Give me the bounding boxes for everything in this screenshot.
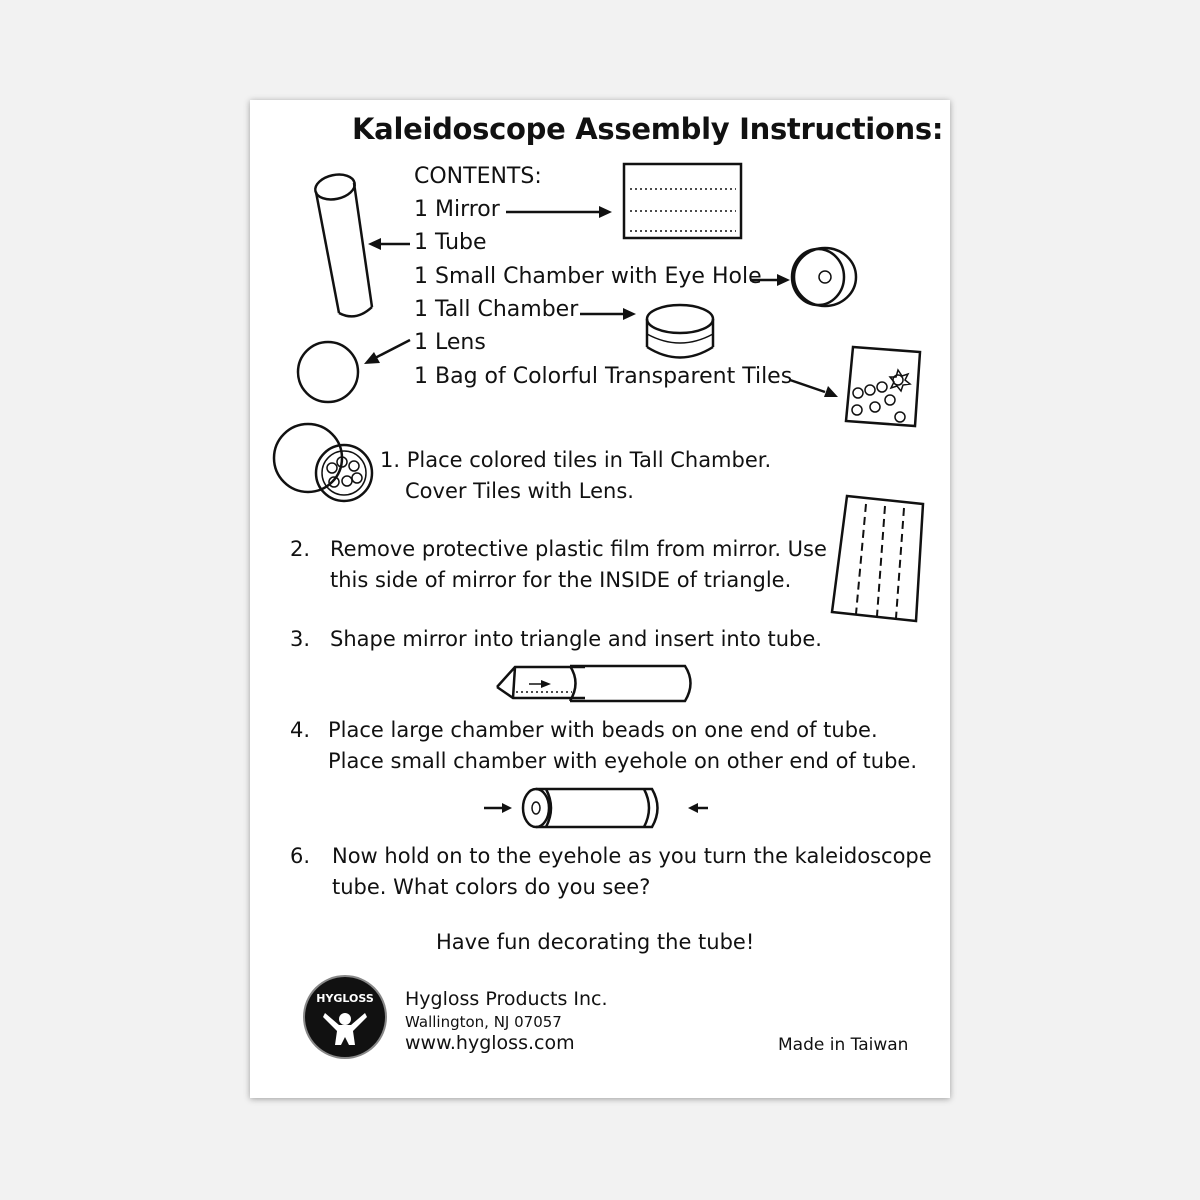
tube-arrow: [368, 238, 410, 250]
contents-item-tiles: 1 Bag of Colorful Transparent Tiles: [414, 364, 793, 389]
company-website-link[interactable]: www.hygloss.com: [405, 1032, 575, 1054]
page-title: Kaleidoscope Assembly Instructions:: [352, 112, 944, 146]
lens-arrow: [364, 340, 410, 364]
step-6-number: 6.: [290, 844, 311, 868]
logo-text: HYGLOSS: [316, 992, 374, 1005]
company-name: Hygloss Products Inc.: [405, 988, 608, 1010]
lens-illustration: [298, 342, 358, 402]
mirror-arrow: [506, 206, 612, 218]
step-2-number: 2.: [290, 537, 311, 561]
step-1-line-2: Cover Tiles with Lens.: [405, 479, 634, 503]
step-2-line-2: this side of mirror for the INSIDE of triangle.: [330, 568, 792, 592]
closing-message: Have fun decorating the tube!: [436, 930, 755, 954]
tiles-bag-illustration: [846, 347, 920, 426]
step-6-line-1: Now hold on to the eyehole as you turn the kaleidoscope: [332, 844, 932, 868]
step3-illustration: [497, 666, 691, 701]
step-3-line-1: Shape mirror into triangle and insert into tube.: [330, 627, 822, 651]
contents-item-tall-chamber: 1 Tall Chamber: [414, 297, 579, 322]
logo-figure-icon: [305, 977, 385, 1057]
instruction-card: [250, 100, 950, 1098]
small-chamber-illustration: [792, 248, 856, 306]
contents-item-small-chamber: 1 Small Chamber with Eye Hole: [414, 264, 762, 289]
tube-illustration: [313, 171, 372, 316]
step-4-line-2: Place small chamber with eyehole on other end of tube.: [328, 749, 918, 773]
contents-item-tube: 1 Tube: [414, 230, 487, 255]
tall-chamber-arrow: [580, 308, 636, 320]
step4-illustration: [484, 789, 708, 827]
step-2-line-1: Remove protective plastic film from mirror. Use: [330, 537, 827, 561]
step-4-line-1: Place large chamber with beads on one end of tube.: [328, 718, 878, 742]
tall-chamber-illustration: [647, 305, 713, 358]
company-address: Wallington, NJ 07057: [405, 1013, 562, 1031]
hygloss-logo: [305, 977, 385, 1057]
tiles-arrow: [790, 380, 838, 397]
step-4-number: 4.: [290, 718, 311, 742]
step-1-line-1: 1. Place colored tiles in Tall Chamber.: [380, 448, 772, 472]
contents-heading: CONTENTS:: [414, 164, 542, 189]
made-in-label: Made in Taiwan: [778, 1035, 909, 1055]
step-6-line-2: tube. What colors do you see?: [332, 875, 651, 899]
step2-mirror-illustration: [832, 496, 923, 621]
contents-item-mirror: 1 Mirror: [414, 197, 500, 222]
contents-item-lens: 1 Lens: [414, 330, 486, 355]
step-3-number: 3.: [290, 627, 311, 651]
mirror-illustration: [624, 164, 741, 238]
step1-illustration: [274, 424, 372, 501]
